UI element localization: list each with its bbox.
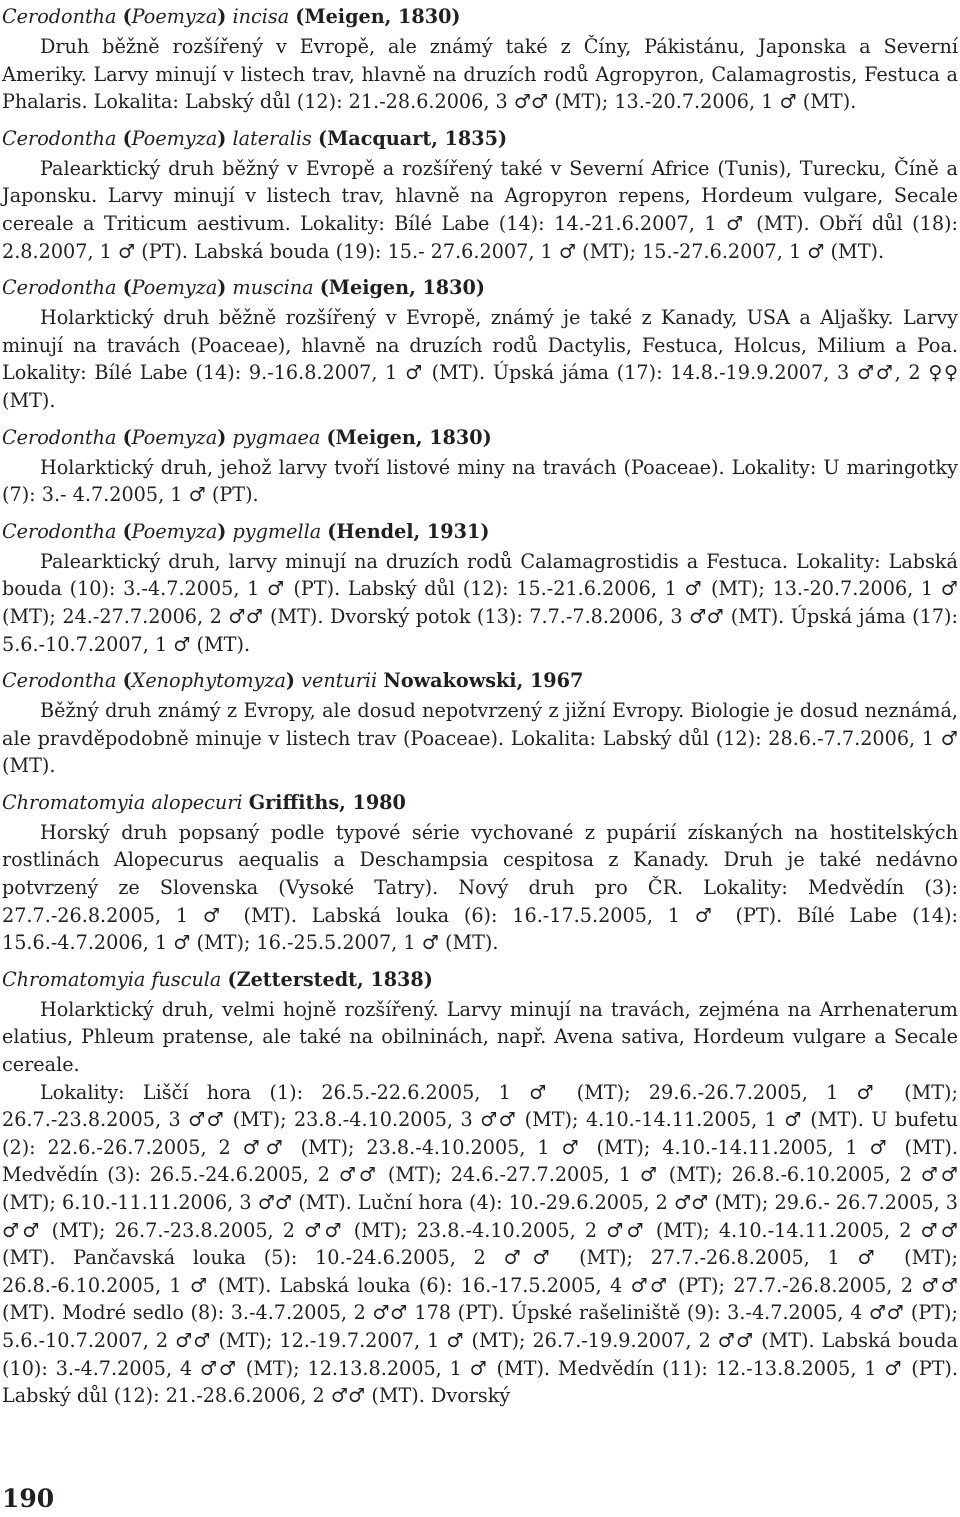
species-heading: Cerodontha (Poemyza) lateralis (Macquart, 1835) [2,126,508,150]
species-name: pygmella [232,519,322,543]
species-entry [2,664,958,780]
species-entry [2,271,958,414]
genus-name: Cerodontha [2,276,117,300]
description-paragraph: Druh běžně rozšířený v Evropě, ale známý také z Číny, Pákistánu, Japonska a Severní Ameriky. Larvy minují v listech trav, hlavně na druzích rodů Agropyron, Calamagrostis, Festuca a Phalaris. Lokalita: Labský důl (12): 21.-28.6.2006, 3 ♂♂ (MT); 13.-20.7.2006, 1 ♂ (MT). [2,35,958,114]
page-number: 190 [2,1484,55,1513]
description-paragraph: Holarktický druh, velmi hojně rozšířený. Larvy minují na travách, zejména na Arrhenaterum elatius, Phleum pratense, ale také na obilninách, např. Avena sativa, Hordeum vulgare a Secale cereale. [2,997,958,1077]
species-entry [2,0,958,116]
subgenus-name: Xenophytomyza [131,669,286,693]
species-description [2,697,958,780]
description-paragraph: Holarktický druh běžně rozšířený v Evropě, známý je také z Kanady, USA a Aljašky. Larvy minují na travách (Poaceae), hlavně na druzích rodů Dactylis, Festuca, Holcus, Milium a Poa. Lokality: Bílé Labe (14): 9.-16.8.2007, 1 ♂ (MT). Úpská jáma (17): 14.8.-19.9.2007, 3 ♂♂, 2 ♀♀ (MT). [2,306,958,412]
description-paragraph: Horský druh popsaný podle typové série vychované z pupárií získaných na hostitelských rostlinách Alopecurus aequalis a Deschampsia cespitosa z Kanady. Druh je také nedávno potvrzený ze Slovenska (Vysoké Tatry). Nový druh pro ČR. Lokality: Medvědín (3): 27.7.-26.8.2005, 1 ♂ (MT). Labská louka (6): 16.-17.5.2005, 1 ♂ (PT). Bílé Labe (14): 15.6.-4.7.2006, 1 ♂ (MT); 16.-25.5.2007, 1 ♂ (MT). [2,820,958,955]
species-entry [2,421,958,509]
species-heading: Cerodontha (Poemyza) pygmella (Hendel, 1931) [2,519,490,543]
subgenus-name: Poemyza [131,126,218,150]
subgenus-name: Poemyza [131,276,218,300]
subgenus-name: Poemyza [131,425,218,449]
species-name: pygmaea [232,425,321,449]
species-author: (Macquart, 1835) [317,126,508,150]
species-heading: Cerodontha (Poemyza) incisa (Meigen, 1830) [2,5,461,28]
species-description [2,819,958,957]
species-heading [2,963,958,996]
species-author: (Zetterstedt, 1838) [227,967,433,991]
species-entry [2,122,958,265]
genus-name: Cerodontha [2,669,117,693]
species-heading: Cerodontha (Poemyza) muscina (Meigen, 1830) [2,276,485,300]
description-paragraph: Palearktický druh běžný v Evropě a rozšířený také v Severní Africe (Tunis), Turecku, Číně a Japonsku. Larvy minují v listech trav, hlavně na Agropyron repens, Hordeum vulgare, Secale cereale a Triticum aestivum. Lokality: Bílé Labe (14): 14.-21.6.2007, 1 ♂ (MT). Obří důl (18): 2.8.2007, 1 ♂ (PT). Labská bouda (19): 15.- 27.6.2007, 1 ♂ (MT); 15.-27.6.2007, 1 ♂ (MT). [2,156,958,263]
species-name: fuscula [151,967,222,991]
description-paragraph: Holarktický druh, jehož larvy tvoří listové miny na travách (Poaceae). Lokality: U maringotky (7): 3.- 4.7.2005, 1 ♂ (PT). [2,455,958,507]
species-description [2,548,958,658]
description-paragraph: Lokality: Liščí hora (1): 26.5.-22.6.2005, 1 ♂ (MT); 29.6.-26.7.2005, 1 ♂ (MT); 26.7.-23.8.2005, 3 ♂♂ (MT); 23.8.-4.10.2005, 3 ♂♂ (MT); 4.10.-14.11.2005, 1 ♂ (MT). U bufetu (2): 22.6.-26.7.2005, 2 ♂♂ (MT); 23.8.-4.10.2005, 1 ♂ (MT); 4.10.-14.11.2005, 1 ♂ (MT). Medvědín (3): 26.5.-24.6.2005, 2 ♂♂ (MT); 24.6.-27.7.2005, 1 ♂ (MT); 26.8.-6.10.2005, 2 ♂♂ (MT); 6.10.-11.11.2006, 3 ♂♂ (MT). Luční hora (4): 10.-29.6.2005, 2 ♂♂ (MT); 29.6.- 26.7.2005, 3 ♂♂ (MT); 26.7.-23.8.2005, 2 ♂♂ (MT); 23.8.-4.10.2005, 2 ♂♂ (MT); 4.10.-14.11.2005, 2 ♂♂ (MT). Pančavská louka (5): 10.-24.6.2005, 2 ♂♂ (MT); 27.7.-26.8.2005, 1 ♂ (MT); 26.8.-6.10.2005, 1 ♂ (MT). Labská louka (6): 16.-17.5.2005, 4 ♂♂ (PT); 27.7.-26.8.2005, 2 ♂♂ (MT). Modré sedlo (8): 3.-4.7.2005, 2 ♂♂ 178 (PT). Úpské rašeliniště (9): 3.-4.7.2005, 4 ♂♂ (PT); 5.6.-10.7.2007, 2 ♂♂ (MT); 12.-19.7.2007, 1 ♂ (MT); 26.7.-19.9.2007, 2 ♂♂ (MT). Labská bouda (10): 3.-4.7.2005, 4 ♂♂ (MT); 12.13.8.2005, 1 ♂ (MT). Medvědín (11): 12.-13.8.2005, 1 ♂ (PT). Labský důl (12): 21.-28.6.2006, 2 ♂♂ (MT). Dvorský [2,1080,958,1408]
species-heading: Cerodontha (Poemyza) pygmaea (Meigen, 1830) [2,425,492,449]
species-description [2,155,958,265]
genus-name: Cerodontha [2,425,117,449]
species-name: muscina [232,276,314,300]
species-name: incisa [232,5,290,28]
genus-name: Chromatomyia [2,790,146,814]
description-paragraph: Běžný druh známý z Evropy, ale dosud nepotvrzený z jižní Evropy. Biologie je dosud neznámá, ale pravděpodobně minuje v listech trav (Poaceae). Lokalita: Labský důl (12): 28.6.-7.7.2006, 1 ♂ (MT). [2,699,958,778]
subgenus-name: Poemyza [131,5,218,28]
species-name: venturii [301,669,378,693]
genus-name: Chromatomyia [2,967,146,991]
species-heading: Cerodontha (Xenophytomyza) venturii Nowakowski, 1967 [2,669,584,693]
species-author: (Meigen, 1830) [319,276,485,300]
species-entry [2,515,958,658]
species-description [2,33,958,116]
species-author: (Meigen, 1830) [326,425,492,449]
species-description [2,454,958,509]
species-author: (Hendel, 1931) [327,519,490,543]
genus-name: Cerodontha [2,126,117,150]
species-author: Griffiths, 1980 [248,790,406,814]
species-entry [2,963,958,1410]
species-entry [2,786,958,957]
species-author: Nowakowski, 1967 [383,669,584,693]
genus-name: Cerodontha [2,5,117,28]
subgenus-name: Poemyza [131,519,218,543]
description-paragraph: Palearktický druh, larvy minují na druzích rodů Calamagrostidis a Festuca. Lokality: Labská bouda (10): 3.-4.7.2005, 1 ♂ (PT). Labský důl (12): 15.-21.6.2006, 1 ♂ (MT); 13.-20.7.2006, 1 ♂ (MT); 24.-27.7.2006, 2 ♂♂ (MT). Dvorský potok (13): 7.7.-7.8.2006, 3 ♂♂ (MT). Úpská jáma (17): 5.6.-10.7.2007, 1 ♂ (MT). [2,549,958,656]
species-heading [2,786,958,819]
species-name: alopecuri [151,790,243,814]
species-description [2,304,958,414]
species-author: (Meigen, 1830) [295,5,461,28]
species-description [2,996,958,1410]
genus-name: Cerodontha [2,519,117,543]
species-name: lateralis [232,126,312,150]
